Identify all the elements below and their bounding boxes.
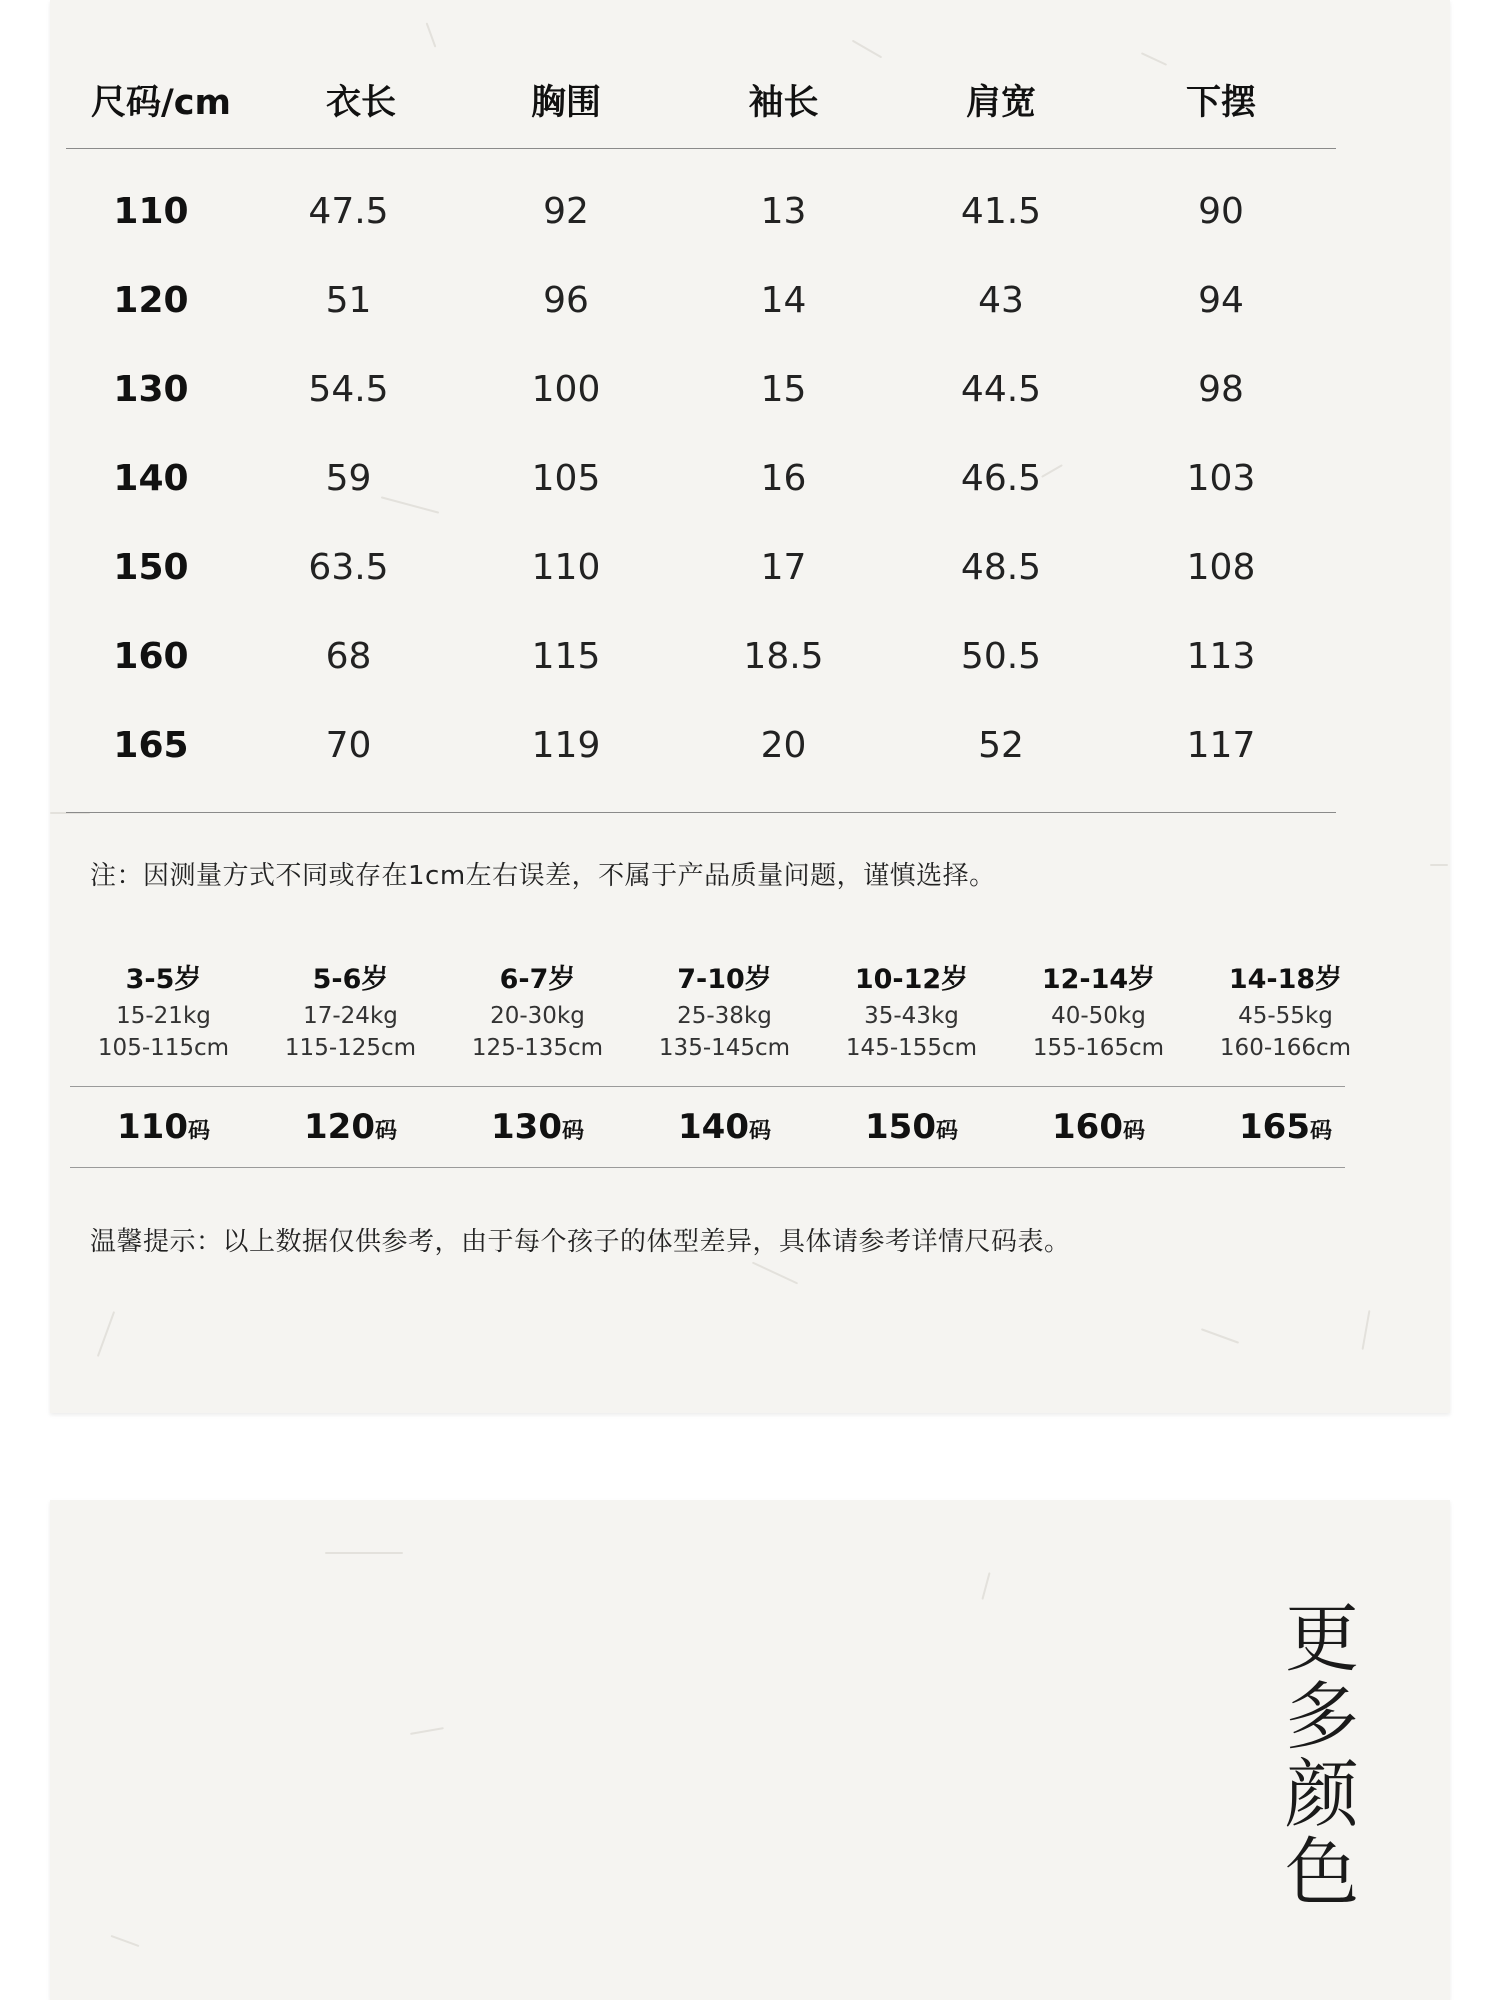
cell-chest: 105 xyxy=(531,458,601,499)
size-table-body xyxy=(66,149,1336,812)
more-colors-title: 更多颜色 xyxy=(1285,1596,1359,1916)
size-code-number: 130 xyxy=(491,1107,562,1147)
size-code xyxy=(631,1107,818,1147)
age-range: 7-10岁 xyxy=(677,964,772,995)
cell-sleeve: 20 xyxy=(760,725,807,766)
cell-sleeve: 17 xyxy=(760,547,807,588)
size-code-unit: 码 xyxy=(1309,1119,1332,1144)
cell-chest: 119 xyxy=(531,725,601,766)
cell-hem: 113 xyxy=(1186,636,1256,677)
height-range: 105-115cm xyxy=(97,1035,230,1061)
size-table-header xyxy=(66,52,1336,148)
cell-chest: 100 xyxy=(531,369,601,410)
cell-length: 70 xyxy=(325,725,372,766)
age-column xyxy=(444,960,631,1064)
age-column xyxy=(70,960,257,1064)
measurement-note: 注：因测量方式不同或存在1cm左右误差，不属于产品质量问题，谨慎选择。 xyxy=(90,861,996,891)
cell-size: 130 xyxy=(113,369,189,410)
size-code-unit: 码 xyxy=(561,1119,584,1144)
age-guide-divider-bottom xyxy=(70,1167,1345,1168)
cell-size: 160 xyxy=(113,636,189,677)
size-code-number: 150 xyxy=(865,1107,936,1147)
cell-hem: 103 xyxy=(1186,458,1256,499)
cell-sleeve: 13 xyxy=(760,191,807,232)
paper-fiber xyxy=(1430,864,1448,866)
cell-length: 54.5 xyxy=(308,369,389,410)
cell-size: 140 xyxy=(113,458,189,499)
cell-chest: 115 xyxy=(531,636,601,677)
cell-sleeve: 14 xyxy=(760,280,807,321)
paper-fiber xyxy=(752,1262,798,1285)
cell-shoulder: 52 xyxy=(978,725,1024,766)
cell-size: 120 xyxy=(113,280,189,321)
paper-fiber xyxy=(410,1727,444,1735)
weight-range: 40-50kg xyxy=(1051,1003,1146,1029)
height-range: 115-125cm xyxy=(284,1035,417,1061)
size-code-number: 165 xyxy=(1239,1107,1310,1147)
cell-sleeve: 16 xyxy=(760,458,807,499)
age-column xyxy=(818,960,1005,1064)
age-range: 3-5岁 xyxy=(125,964,202,995)
height-range: 160-166cm xyxy=(1219,1035,1352,1061)
age-guide-columns xyxy=(70,960,1352,1064)
size-code xyxy=(1005,1107,1192,1147)
table-row xyxy=(66,345,1336,434)
size-code xyxy=(444,1107,631,1147)
weight-range: 35-43kg xyxy=(864,1003,959,1029)
age-range: 5-6岁 xyxy=(312,964,389,995)
header-hem: 下摆 xyxy=(1185,83,1256,123)
weight-range: 15-21kg xyxy=(116,1003,211,1029)
age-range: 12-14岁 xyxy=(1041,964,1156,995)
cell-chest: 110 xyxy=(531,547,601,588)
cell-size: 110 xyxy=(113,191,189,232)
cell-hem: 94 xyxy=(1198,280,1244,321)
size-code xyxy=(257,1107,444,1147)
cell-shoulder: 44.5 xyxy=(960,369,1042,410)
age-range: 14-18岁 xyxy=(1228,964,1343,995)
paper-fiber xyxy=(111,1935,140,1947)
weight-range: 17-24kg xyxy=(303,1003,398,1029)
size-code xyxy=(70,1107,257,1147)
size-code-number: 110 xyxy=(117,1107,188,1147)
header-size: 尺码/cm xyxy=(91,83,232,123)
table-row xyxy=(66,434,1336,523)
cell-sleeve: 15 xyxy=(760,369,807,410)
cell-sleeve: 18.5 xyxy=(743,636,824,677)
age-range: 10-12岁 xyxy=(854,964,969,995)
size-code-unit: 码 xyxy=(935,1119,958,1144)
size-code xyxy=(818,1107,1005,1147)
cell-length: 59 xyxy=(325,458,372,499)
more-colors-panel xyxy=(50,1500,1450,2000)
cell-size: 165 xyxy=(113,725,189,766)
table-row xyxy=(66,612,1336,701)
height-range: 125-135cm xyxy=(471,1035,604,1061)
cell-length: 68 xyxy=(325,636,372,677)
cell-chest: 96 xyxy=(543,280,589,321)
table-row xyxy=(66,256,1336,345)
size-code-number: 160 xyxy=(1052,1107,1123,1147)
header-chest: 胸围 xyxy=(530,83,601,123)
paper-fiber xyxy=(1362,1310,1371,1350)
paper-fiber xyxy=(1201,1328,1239,1344)
size-code-number: 120 xyxy=(304,1107,375,1147)
cell-length: 51 xyxy=(325,280,372,321)
cell-hem: 108 xyxy=(1186,547,1256,588)
size-code-row xyxy=(70,1087,1345,1167)
cell-length: 63.5 xyxy=(308,547,389,588)
size-code-unit: 码 xyxy=(374,1119,397,1144)
weight-range: 45-55kg xyxy=(1238,1003,1333,1029)
header-length: 衣长 xyxy=(325,83,396,123)
size-code xyxy=(1192,1107,1379,1147)
age-column xyxy=(1192,960,1379,1064)
age-range: 6-7岁 xyxy=(499,964,576,995)
size-code-unit: 码 xyxy=(187,1119,210,1144)
size-table xyxy=(66,52,1336,813)
weight-range: 25-38kg xyxy=(677,1003,772,1029)
cell-size: 150 xyxy=(113,547,189,588)
age-size-guide xyxy=(70,960,1352,1168)
size-code-unit: 码 xyxy=(1122,1119,1145,1144)
cell-shoulder: 41.5 xyxy=(960,191,1042,232)
table-row xyxy=(66,523,1336,612)
height-range: 155-165cm xyxy=(1032,1035,1165,1061)
paper-fiber xyxy=(426,22,437,47)
cell-shoulder: 43 xyxy=(978,280,1024,321)
warm-tip: 温馨提示：以上数据仅供参考，由于每个孩子的体型差异，具体请参考详情尺码表。 xyxy=(90,1227,1071,1257)
paper-fiber xyxy=(325,1552,403,1554)
cell-shoulder: 50.5 xyxy=(960,636,1042,677)
size-code-number: 140 xyxy=(678,1107,749,1147)
cell-chest: 92 xyxy=(543,191,589,232)
age-column xyxy=(257,960,444,1064)
header-sleeve: 袖长 xyxy=(748,83,819,123)
cell-hem: 98 xyxy=(1198,369,1244,410)
cell-shoulder: 46.5 xyxy=(960,458,1042,499)
cell-hem: 117 xyxy=(1186,725,1256,766)
paper-fiber xyxy=(981,1572,990,1600)
cell-length: 47.5 xyxy=(308,191,389,232)
table-row xyxy=(66,701,1336,790)
cell-shoulder: 48.5 xyxy=(960,547,1042,588)
table-divider-bottom xyxy=(66,812,1336,813)
table-row xyxy=(66,167,1336,256)
cell-hem: 90 xyxy=(1198,191,1244,232)
age-column xyxy=(1005,960,1192,1064)
weight-range: 20-30kg xyxy=(490,1003,585,1029)
height-range: 145-155cm xyxy=(845,1035,978,1061)
height-range: 135-145cm xyxy=(658,1035,791,1061)
paper-fiber xyxy=(97,1311,115,1357)
size-code-unit: 码 xyxy=(748,1119,771,1144)
header-shoulder: 肩宽 xyxy=(965,83,1036,123)
age-column xyxy=(631,960,818,1064)
